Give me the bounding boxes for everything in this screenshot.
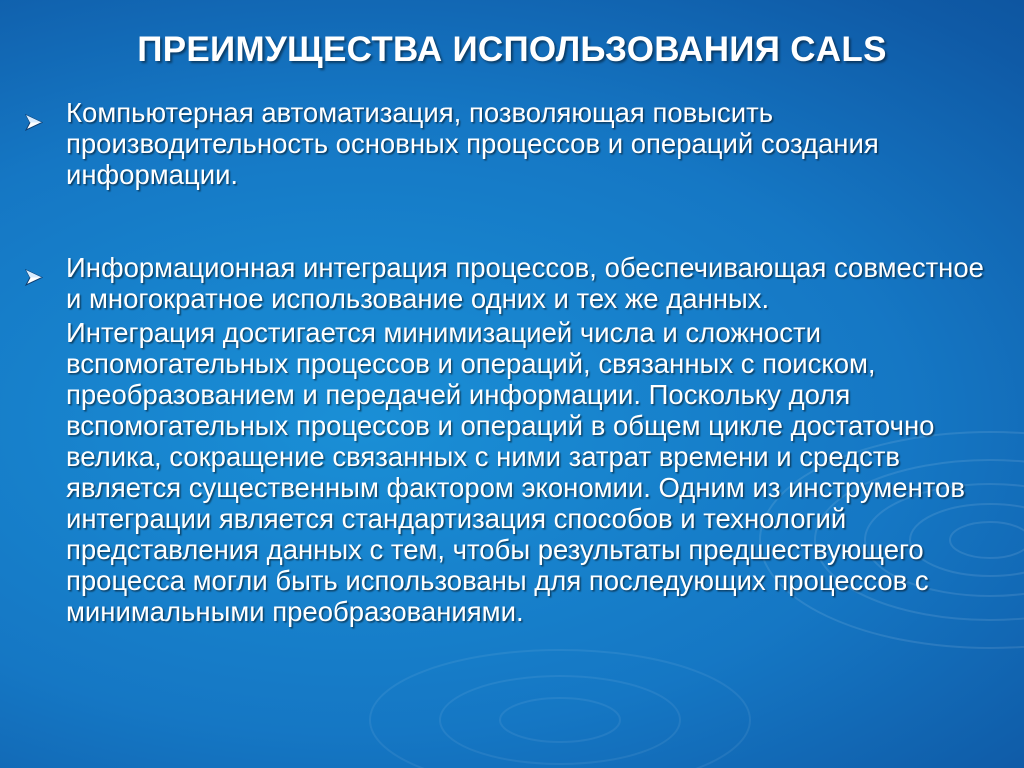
bullet-text: Компьютерная автоматизация, позволяющая повысить производительность основных процессов и операций создания информации. <box>66 97 879 190</box>
bullet-item <box>22 97 997 190</box>
slide-body <box>22 97 997 627</box>
slide-title: ПРЕИМУЩЕСТВА ИСПОЛЬЗОВАНИЯ CALS <box>137 30 887 69</box>
explanation-paragraph: Интеграция достигается минимизацией числа и сложности вспомогательных процессов и операций, связанных с поиском, преобразованием и передачей информации. Поскольку доля вспомогательных процессов и операций в общем цикле достаточно велика, сокращение связанных с ними затрат времени и средств является существенным фактором экономии. Одним из инструментов интеграции является стандартизация способов и технологий представления данных с тем, чтобы результаты предшествующего процесса могли быть использованы для последующих процессов с минимальными преобразованиями. <box>66 317 965 627</box>
arrowhead-bullet-icon <box>24 252 46 292</box>
spacer <box>22 190 997 252</box>
bullet-text: Информационная интеграция процессов, обеспечивающая совместное и многократное использование одних и тех же данных. <box>66 252 984 314</box>
arrowhead-bullet-icon <box>24 97 46 137</box>
bullet-item <box>22 252 997 314</box>
